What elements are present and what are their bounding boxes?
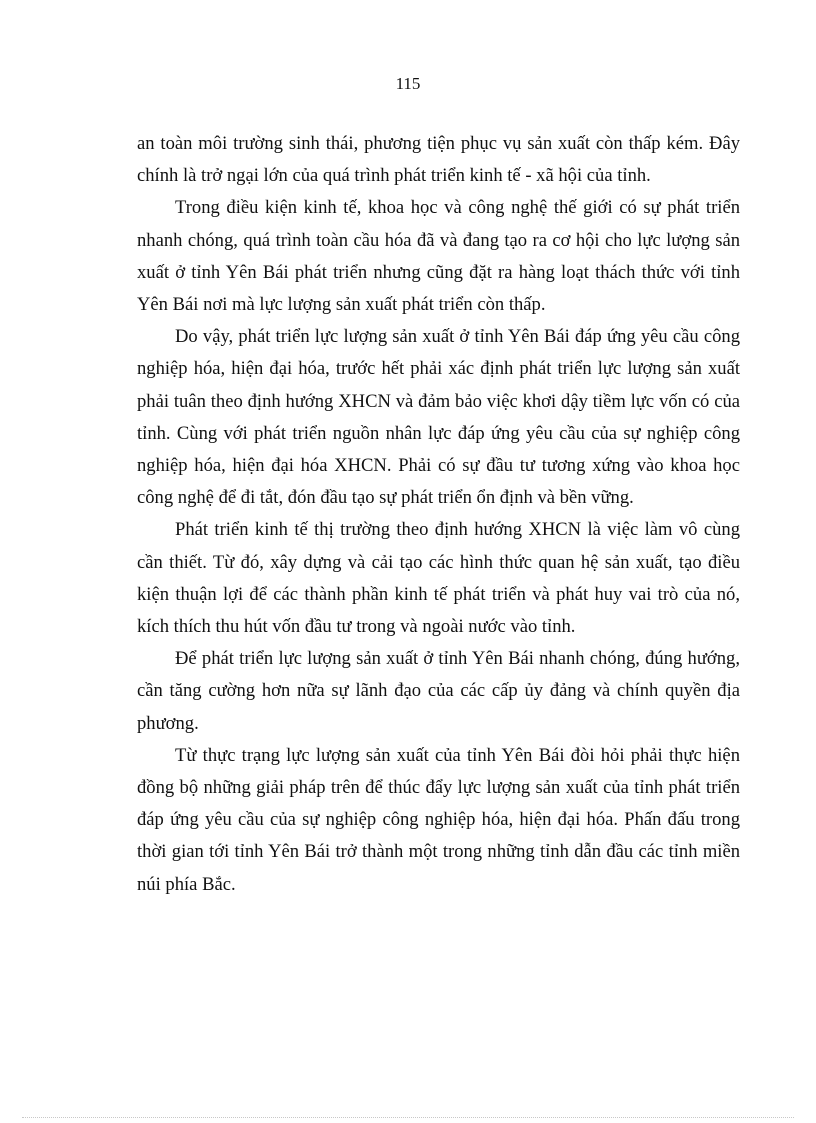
paragraph: Do vậy, phát triển lực lượng sản xuất ở tỉnh Yên Bái đáp ứng yêu cầu công nghiệp hóa, hiện đại hóa, trước hết phải xác định phát triển lực lượng sản xuất phải tuân theo định hướng XHCN và đảm bảo việc khơi dậy tiềm lực vốn có của tỉnh. Cùng với phát triển nguồn nhân lực đáp ứng yêu cầu của sự nghiệp công nghiệp hóa, hiện đại hóa XHCN. Phải có sự đầu tư tương xứng vào khoa học công nghệ để đi tắt, đón đầu tạo sự phát triển ổn định và bền vững. [137, 326, 740, 509]
body-text [137, 128, 740, 901]
paragraph: Trong điều kiện kinh tế, khoa học và công nghệ thế giới có sự phát triển nhanh chóng, quá trình toàn cầu hóa đã và đang tạo ra cơ hội cho lực lượng sản xuất ở tỉnh Yên Bái phát triển nhưng cũng đặt ra hàng loạt thách thức với tỉnh Yên Bái nơi mà lực lượng sản xuất phát triển còn thấp. [137, 197, 740, 316]
paragraph: Phát triển kinh tế thị trường theo định hướng XHCN là việc làm vô cùng cần thiết. Từ đó, xây dựng và cải tạo các hình thức quan hệ sản xuất, tạo điều kiện thuận lợi để các thành phần kinh tế phát triển và phát huy vai trò của nó, kích thích thu hút vốn đầu tư trong và ngoài nước vào tỉnh. [137, 519, 740, 638]
footer-dotted-rule [22, 1117, 794, 1118]
paragraph-continuation: an toàn môi trường sinh thái, phương tiện phục vụ sản xuất còn thấp kém. Đây chính là trở ngại lớn của quá trình phát triển kinh tế - xã hội của tỉnh. [137, 133, 740, 187]
page-number: 115 [395, 74, 421, 93]
paragraph: Từ thực trạng lực lượng sản xuất của tỉnh Yên Bái đòi hỏi phải thực hiện đồng bộ những giải pháp trên để thúc đẩy lực lượng sản xuất của tỉnh phát triển đáp ứng yêu cầu của sự nghiệp công nghiệp hóa, hiện đại hóa. Phấn đấu trong thời gian tới tỉnh Yên Bái trở thành một trong những tỉnh dẫn đầu các tỉnh miền núi phía Bắc. [137, 744, 740, 895]
paragraph: Để phát triển lực lượng sản xuất ở tỉnh Yên Bái nhanh chóng, đúng hướng, cần tăng cường hơn nữa sự lãnh đạo của các cấp ủy đảng và chính quyền địa phương. [137, 648, 740, 734]
